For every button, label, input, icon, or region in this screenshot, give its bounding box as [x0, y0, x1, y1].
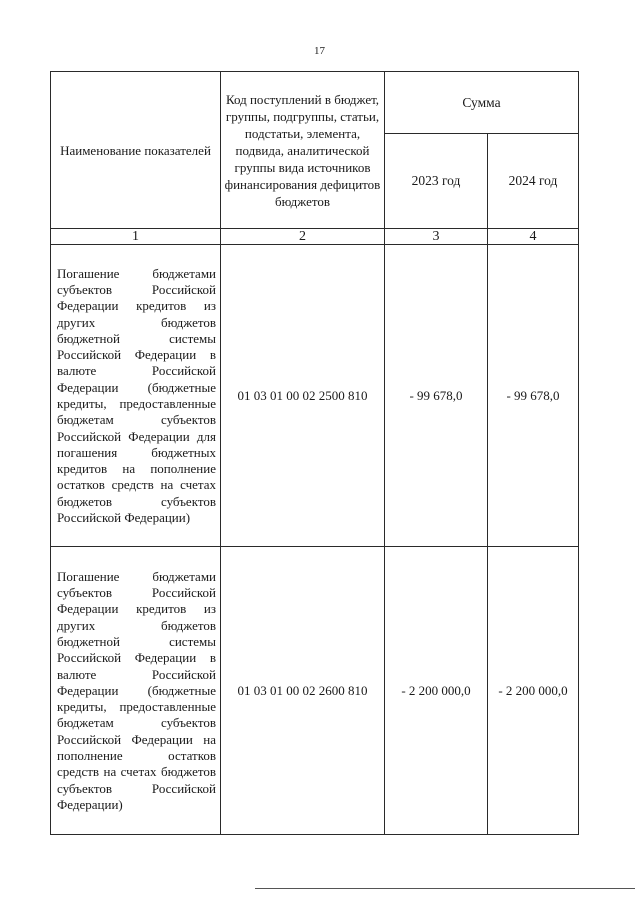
- table-row: [51, 547, 579, 835]
- column-number: 4: [488, 229, 579, 245]
- header-year-2023: 2023 год: [385, 134, 488, 229]
- row-value-2024: - 2 200 000,0: [488, 547, 579, 835]
- header-sum: Сумма: [385, 72, 579, 134]
- column-numbers-row: [51, 229, 579, 245]
- row-name-cell: Погашение бюджетами субъектов Российской Федерации кредитов из других бюджетов бюджетной системы Российской Федерации в валюте Российской Федерации (бюджетные кредиты, предоставленные бюджетам субъектов Российской Федерации на пополнение остатков средств на счетах бюджетов субъектов Российской Федерации): [51, 547, 221, 835]
- sources-table: [50, 71, 579, 835]
- header-name: Наименование показателей: [51, 72, 221, 229]
- footer-rule: [255, 888, 635, 889]
- column-number: 3: [385, 229, 488, 245]
- row-code-cell: 01 03 01 00 02 2600 810: [221, 547, 385, 835]
- header-code: Код поступлений в бюджет, группы, подгруппы, статьи, подстатьи, элемента, подвида, аналитической группы вида источников финансирования дефицитов бюджетов: [221, 72, 385, 229]
- table-row: [51, 245, 579, 547]
- row-value-2024: - 99 678,0: [488, 245, 579, 547]
- header-year-2024: 2024 год: [488, 134, 579, 229]
- column-number: 2: [221, 229, 385, 245]
- page-number: 17: [314, 45, 325, 57]
- row-value-2023: - 99 678,0: [385, 245, 488, 547]
- column-number: 1: [51, 229, 221, 245]
- row-name-cell: Погашение бюджетами субъектов Российской Федерации кредитов из других бюджетов бюджетной системы Российской Федерации в валюте Российской Федерации (бюджетные кредиты, предоставленные бюджетам субъектов Российской Федерации для погашения бюджетных кредитов на пополнение остатков средств на счетах бюджетов субъектов Российской Федерации): [51, 245, 221, 547]
- row-code-cell: 01 03 01 00 02 2500 810: [221, 245, 385, 547]
- header-row-top: [51, 72, 579, 134]
- row-value-2023: - 2 200 000,0: [385, 547, 488, 835]
